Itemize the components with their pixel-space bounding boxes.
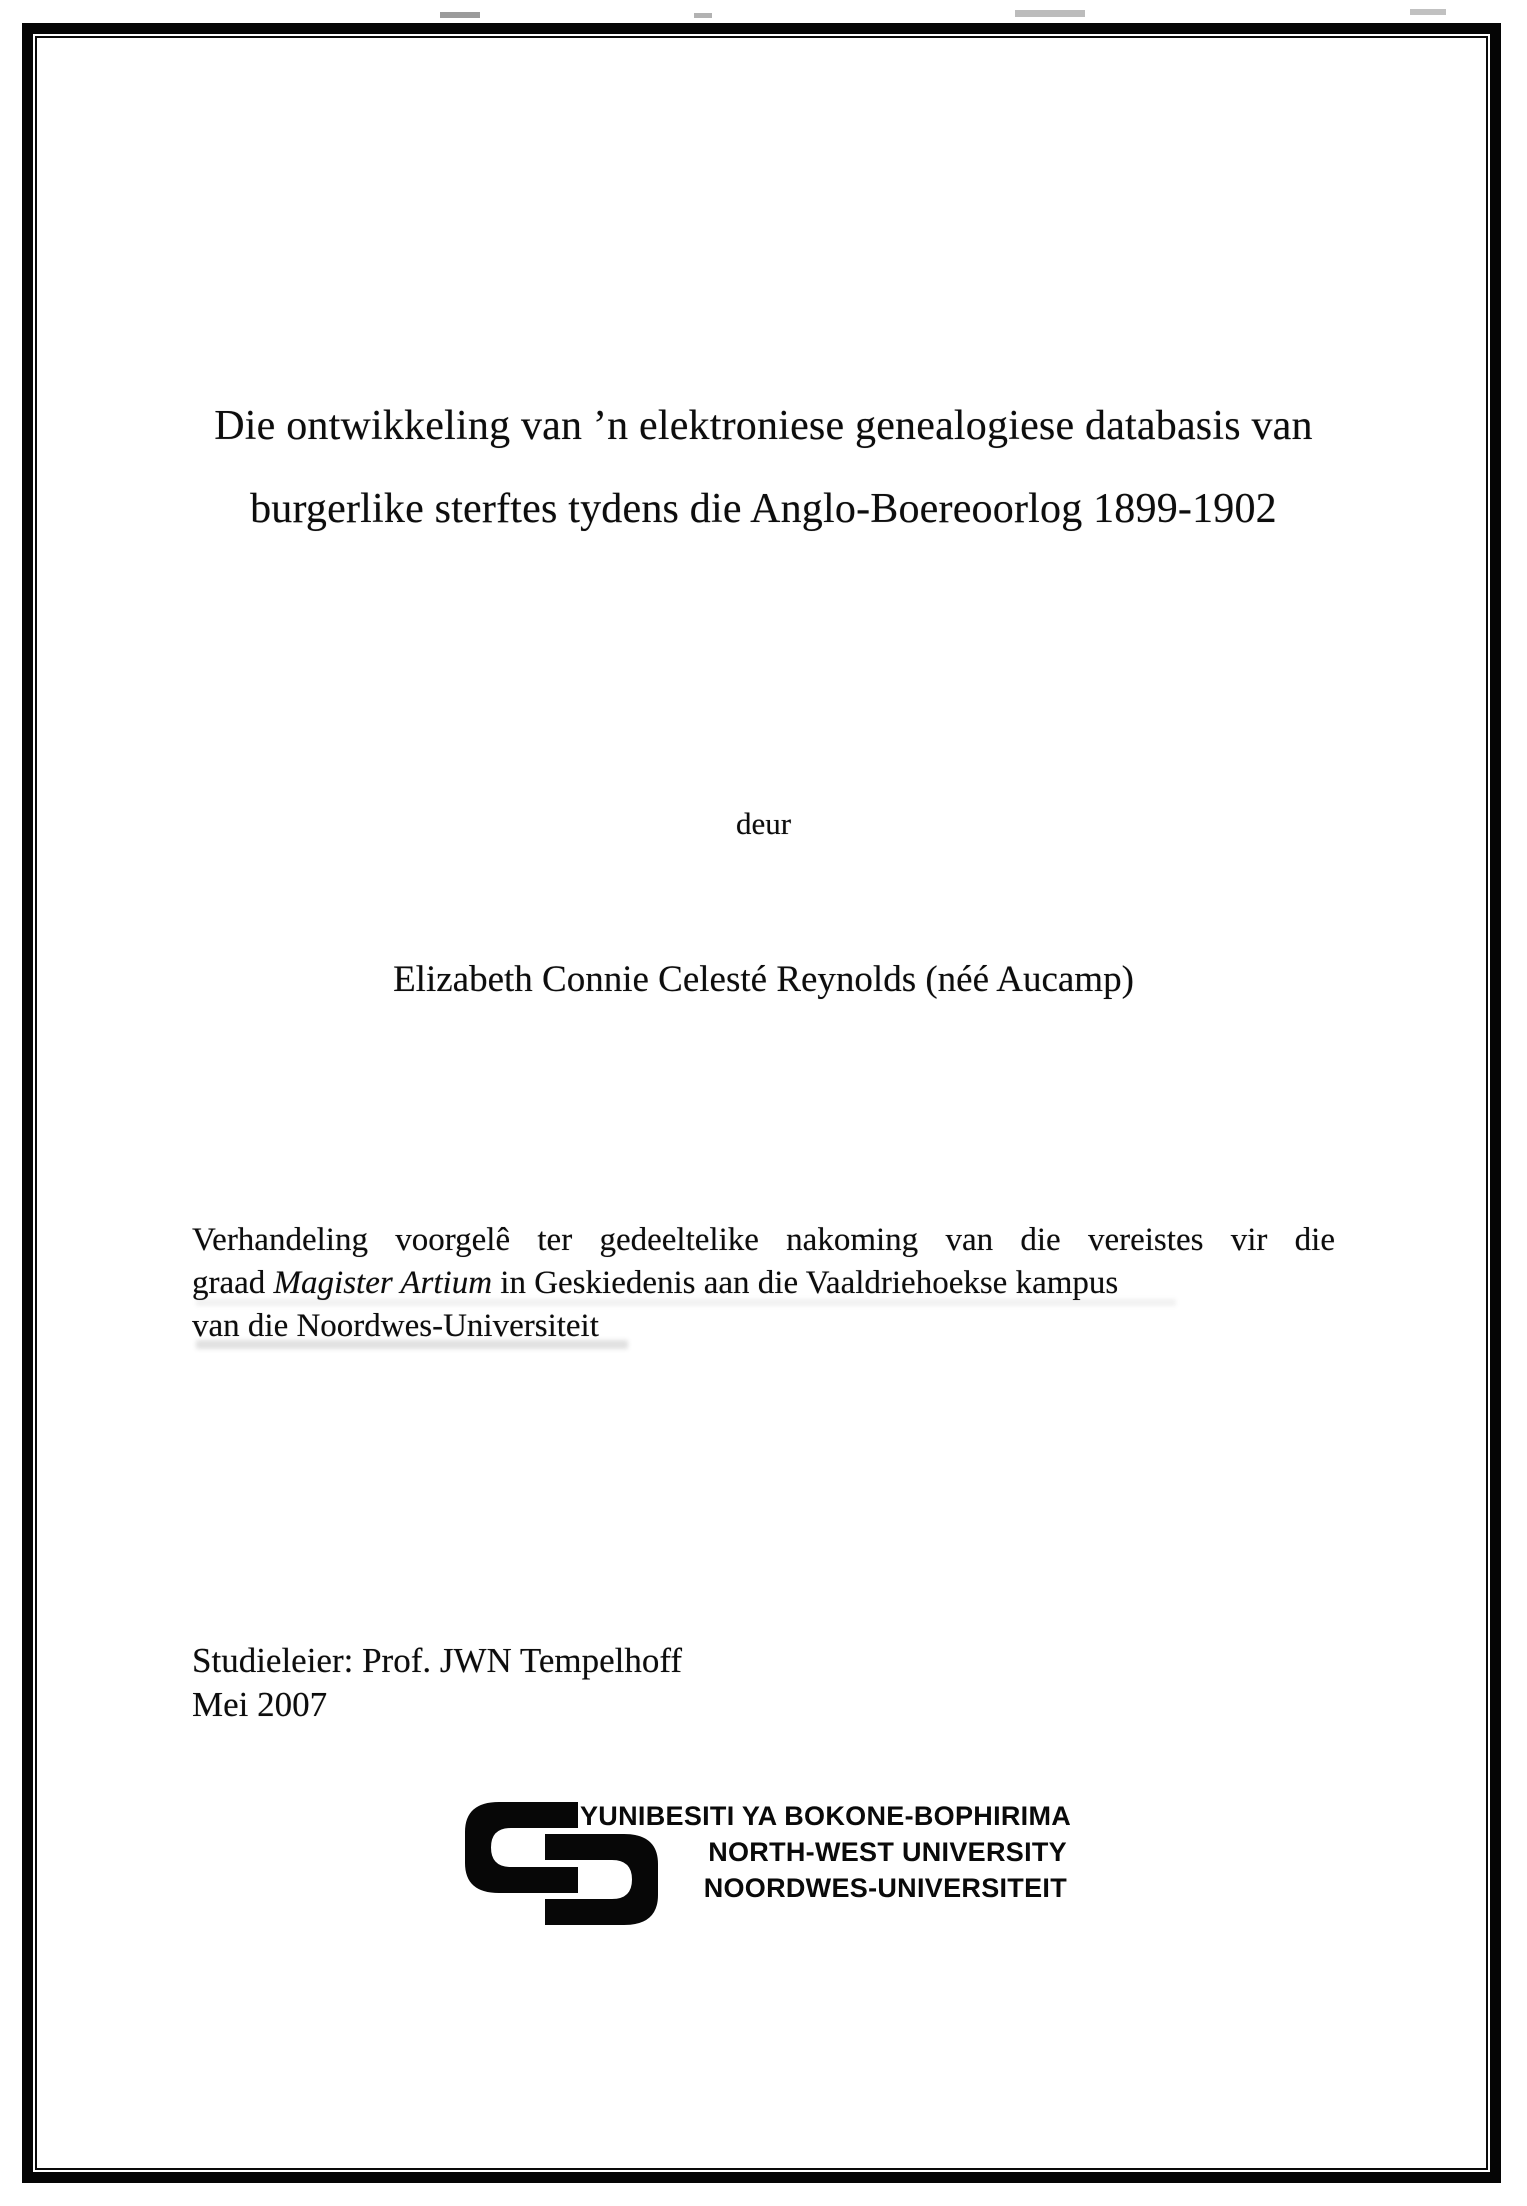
supervisor-block (192, 1639, 682, 1727)
degree-name-italic: Magister Artium (273, 1265, 493, 1301)
declaration-line-3: van die Noordwes-Universiteit (192, 1308, 599, 1344)
declaration-line-2-pre: graad (192, 1265, 274, 1301)
scan-artifact (1410, 9, 1446, 15)
author-name: Elizabeth Connie Celesté Reynolds (néé Aucamp) (393, 959, 1134, 1000)
declaration-line-1: Verhandeling voorgelê ter gedeeltelike nakoming van die vereistes vir die (192, 1222, 1335, 1258)
thesis-title-line-1: Die ontwikkeling van ’n elektroniese genealogiese databasis van (214, 403, 1313, 449)
declaration-line-2 (192, 1262, 1335, 1305)
date-line: Mei 2007 (192, 1685, 328, 1724)
byline-label: deur (735, 806, 792, 841)
thesis-title (60, 385, 1467, 551)
declaration-line-2-post: in Geskiedenis aan die Vaaldriehoekse kampus (492, 1265, 1119, 1301)
degree-declaration (192, 1219, 1335, 1348)
nwu-logo-line-afrikaans: NOORDWES-UNIVERSITEIT (703, 1873, 1067, 1903)
nwu-logo-text (580, 1798, 1072, 1906)
scan-artifact (440, 12, 480, 18)
scan-artifact (694, 13, 712, 18)
nwu-logo-line-setswana: YUNIBESITI YA BOKONE-BOPHIRIMA (580, 1801, 1072, 1831)
nwu-logo-line-english: NORTH-WEST UNIVERSITY (708, 1837, 1067, 1867)
supervisor-line: Studieleier: Prof. JWN Tempelhoff (192, 1641, 683, 1680)
thesis-title-line-2: burgerlike sterftes tydens die Anglo-Boereoorlog 1899-1902 (250, 486, 1277, 532)
scan-artifact (1015, 10, 1085, 17)
